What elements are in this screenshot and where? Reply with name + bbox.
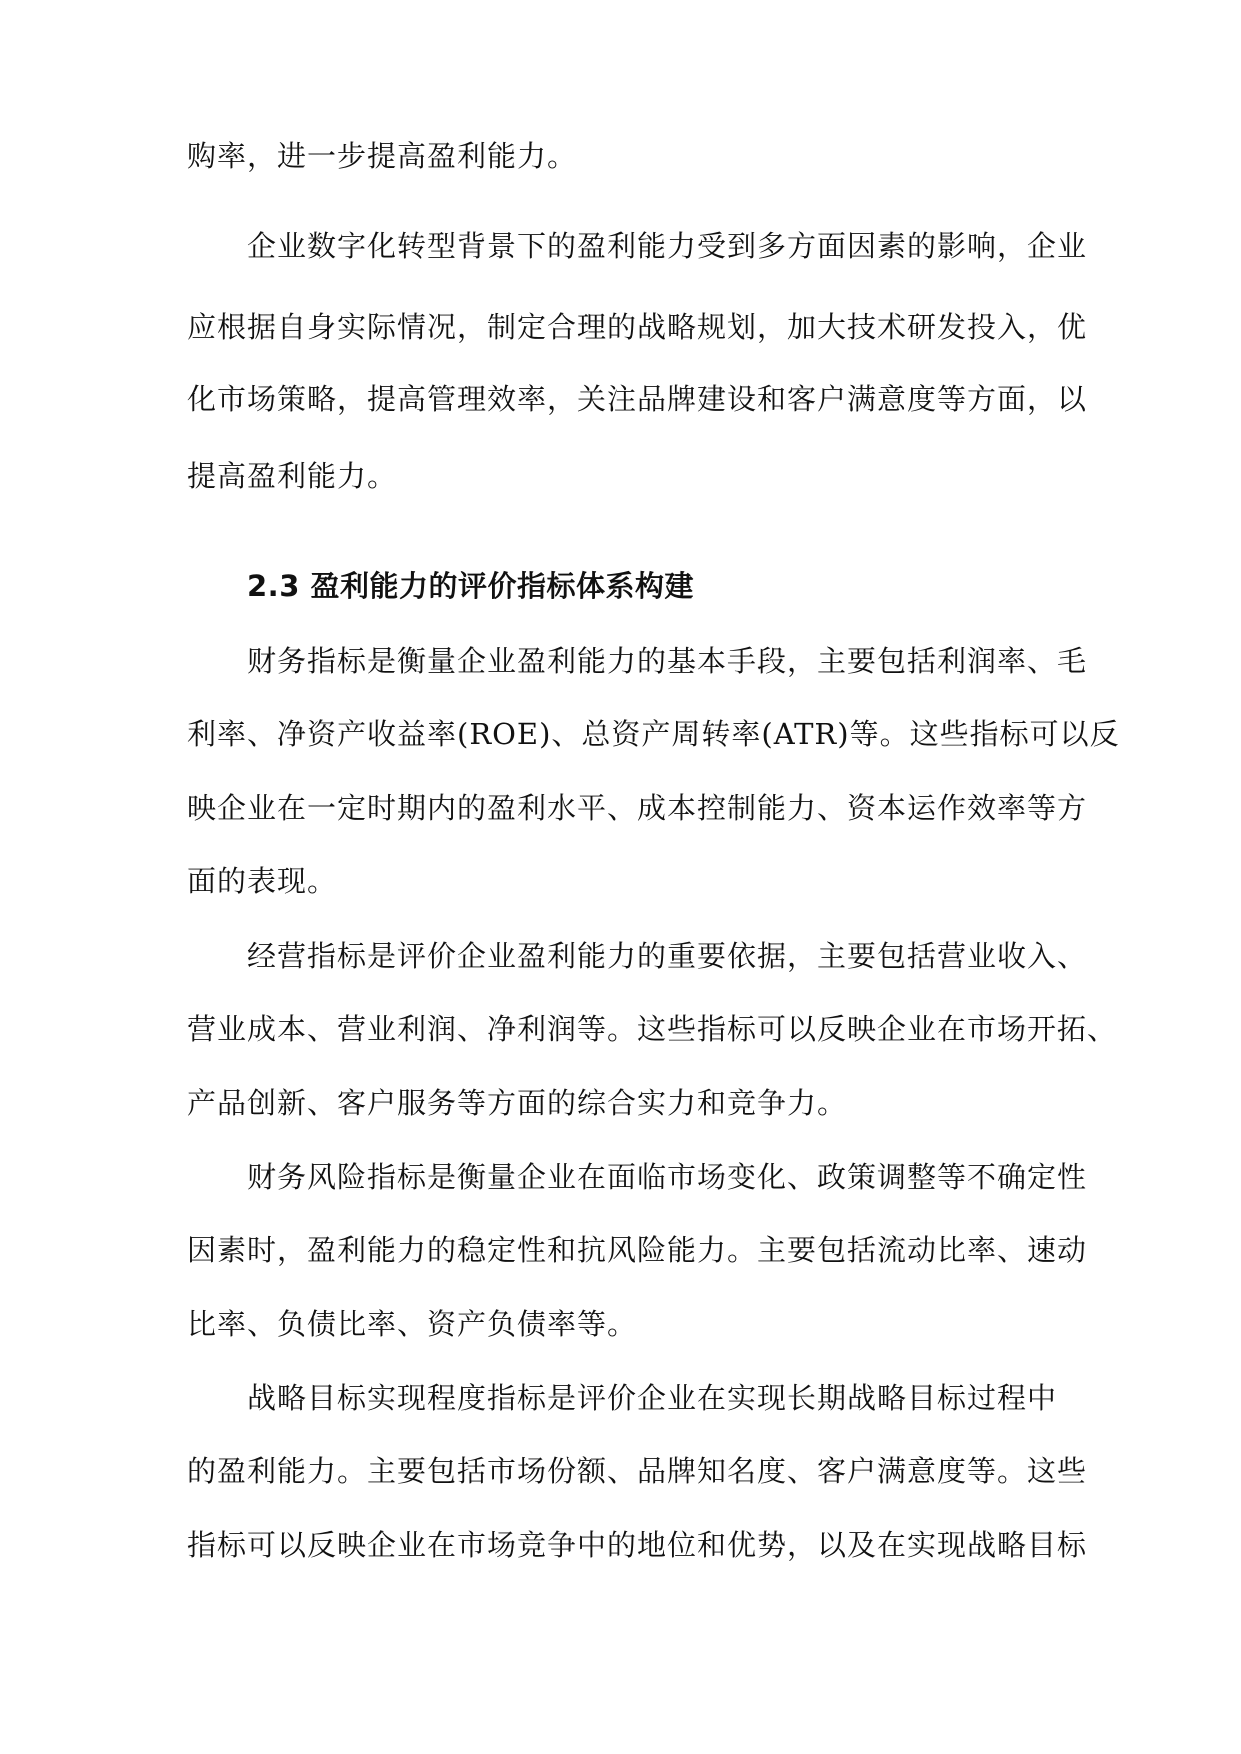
text-line: 财务风险指标是衡量企业在面临市场变化、政策调整等不确定性 — [247, 1160, 1088, 1194]
text-line: 企业数字化转型背景下的盈利能力受到多方面因素的影响，企业 — [247, 229, 1088, 263]
text-line: 战略目标实现程度指标是评价企业在实现长期战略目标过程中 — [247, 1381, 1058, 1415]
section-heading: 2.3 盈利能力的评价指标体系构建 — [247, 569, 694, 603]
text-line: 化市场策略，提高管理效率，关注品牌建设和客户满意度等方面，以 — [187, 382, 1088, 416]
text-line: 产品创新、客户服务等方面的综合实力和竞争力。 — [187, 1086, 848, 1120]
text-line: 购率，进一步提高盈利能力。 — [187, 139, 578, 173]
text-line: 营业成本、营业利润、净利润等。这些指标可以反映企业在市场开拓、 — [187, 1012, 1118, 1046]
text-line: 财务指标是衡量企业盈利能力的基本手段，主要包括利润率、毛 — [247, 644, 1088, 678]
text-line: 面的表现。 — [187, 864, 338, 898]
text-line: 利率、净资产收益率(ROE)、总资产周转率(ATR)等。这些指标可以反 — [187, 717, 1120, 751]
text-line: 因素时，盈利能力的稳定性和抗风险能力。主要包括流动比率、速动 — [187, 1233, 1088, 1267]
text-line: 比率、负债比率、资产负债率等。 — [187, 1307, 638, 1341]
text-line: 指标可以反映企业在市场竞争中的地位和优势，以及在实现战略目标 — [187, 1528, 1088, 1562]
text-line: 的盈利能力。主要包括市场份额、品牌知名度、客户满意度等。这些 — [187, 1454, 1088, 1488]
text-line: 经营指标是评价企业盈利能力的重要依据，主要包括营业收入、 — [247, 939, 1088, 973]
text-line: 提高盈利能力。 — [187, 459, 398, 493]
text-line: 映企业在一定时期内的盈利水平、成本控制能力、资本运作效率等方 — [187, 791, 1088, 825]
text-line: 应根据自身实际情况，制定合理的战略规划，加大技术研发投入，优 — [187, 310, 1088, 344]
